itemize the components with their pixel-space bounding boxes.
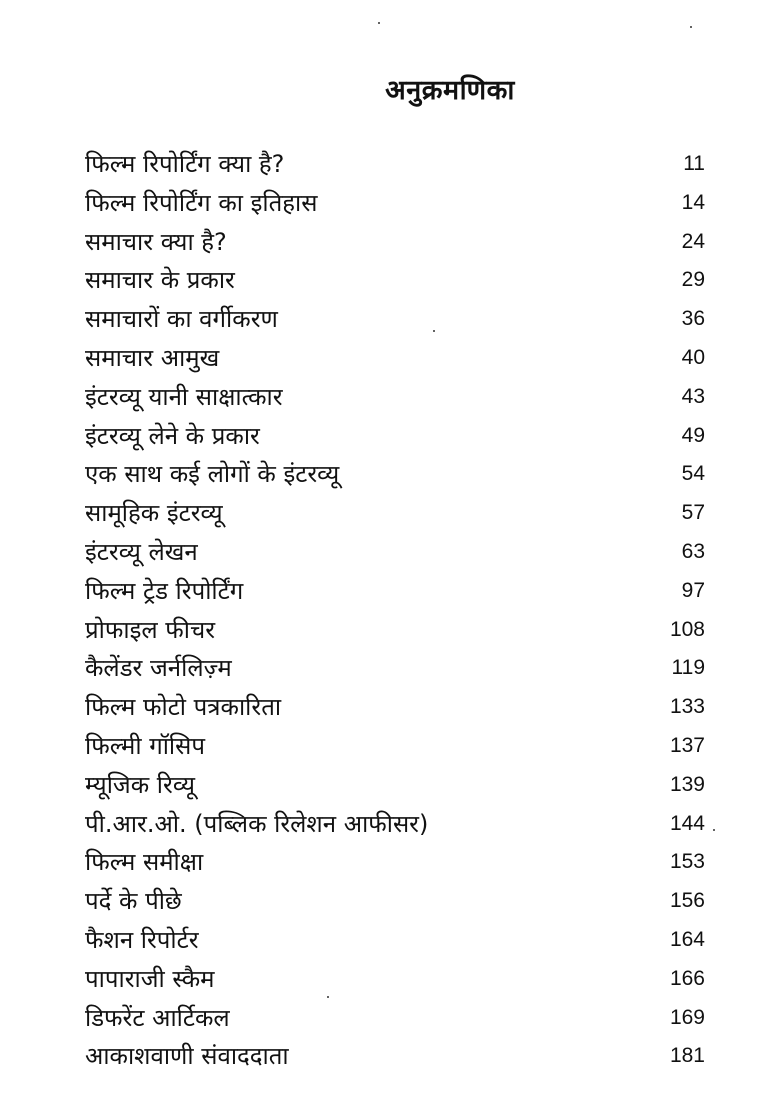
toc-entry-page: 36 bbox=[681, 307, 705, 331]
toc-row bbox=[85, 261, 705, 300]
toc-row bbox=[85, 921, 705, 960]
toc-entry-page: 43 bbox=[681, 384, 705, 408]
toc-entry-title: इंटरव्यू लेने के प्रकार bbox=[85, 421, 260, 450]
toc-entry-page: 139 bbox=[669, 772, 705, 796]
toc-entry-title: फिल्म समीक्षा bbox=[85, 848, 204, 877]
toc-entry-page: 164 bbox=[669, 927, 705, 951]
toc-entry-page: 97 bbox=[681, 578, 705, 602]
scan-speck bbox=[327, 996, 329, 998]
toc-entry-page: 137 bbox=[669, 733, 705, 757]
scan-speck bbox=[433, 330, 435, 332]
toc-row bbox=[85, 339, 705, 378]
toc-entry-title: फैशन रिपोर्टर bbox=[85, 925, 199, 954]
toc-entry-page: 144 bbox=[669, 811, 705, 835]
toc-entry-page: 49 bbox=[681, 423, 705, 447]
toc-row bbox=[85, 611, 705, 650]
toc-row bbox=[85, 184, 705, 223]
scan-speck bbox=[690, 26, 692, 28]
toc-entry-title: कैलेंडर जर्नलिज़्म bbox=[85, 654, 232, 683]
toc-entry-page: 119 bbox=[671, 656, 705, 680]
toc-entry-page: 63 bbox=[681, 539, 705, 563]
scan-speck bbox=[713, 829, 715, 831]
toc-entry-page: 11 bbox=[683, 152, 705, 175]
toc-entry-title: फिल्म फोटो पत्रकारिता bbox=[85, 693, 282, 722]
toc-entry-page: 169 bbox=[669, 1005, 705, 1029]
toc-entry-page: 156 bbox=[669, 889, 705, 913]
table-of-contents bbox=[85, 145, 705, 1076]
toc-entry-title: फिल्म रिपोर्टिंग का इतिहास bbox=[85, 188, 318, 217]
toc-row bbox=[85, 417, 705, 456]
toc-entry-page: 24 bbox=[681, 229, 705, 253]
toc-entry-title: डिफरेंट आर्टिकल bbox=[85, 1003, 230, 1032]
toc-entry-title: पापाराजी स्कैम bbox=[85, 964, 215, 993]
toc-row bbox=[85, 223, 705, 262]
toc-entry-page: 40 bbox=[681, 345, 705, 369]
toc-row bbox=[85, 455, 705, 494]
toc-entry-page: 166 bbox=[669, 966, 705, 990]
toc-row bbox=[85, 843, 705, 882]
toc-row bbox=[85, 766, 705, 805]
toc-row bbox=[85, 572, 705, 611]
toc-entry-page: 133 bbox=[669, 695, 705, 719]
toc-row bbox=[85, 300, 705, 339]
toc-entry-title: इंटरव्यू यानी साक्षात्कार bbox=[85, 382, 283, 411]
toc-row bbox=[85, 882, 705, 921]
toc-entry-page: 57 bbox=[681, 501, 705, 525]
toc-entry-page: 181 bbox=[669, 1044, 705, 1068]
toc-entry-title: आकाशवाणी संवाददाता bbox=[85, 1042, 289, 1071]
toc-entry-title: समाचारों का वर्गीकरण bbox=[85, 305, 278, 334]
toc-entry-page: 14 bbox=[681, 190, 705, 214]
toc-row bbox=[85, 494, 705, 533]
page-title: अनुक्रमणिका bbox=[385, 75, 515, 106]
toc-row bbox=[85, 533, 705, 572]
toc-entry-title: म्यूजिक रिव्यू bbox=[85, 770, 195, 799]
toc-row bbox=[85, 649, 705, 688]
toc-row bbox=[85, 688, 705, 727]
toc-entry-title: पी.आर.ओ. (पब्लिक रिलेशन आफीसर) bbox=[85, 809, 429, 838]
toc-entry-page: 29 bbox=[681, 268, 705, 292]
toc-entry-title: एक साथ कई लोगों के इंटरव्यू bbox=[85, 460, 340, 489]
toc-entry-page: 153 bbox=[669, 850, 705, 874]
toc-entry-title: समाचार आमुख bbox=[85, 343, 220, 372]
toc-entry-title: फिल्म ट्रेड रिपोर्टिंग bbox=[85, 576, 244, 605]
toc-entry-title: सामूहिक इंटरव्यू bbox=[85, 499, 223, 528]
scan-speck bbox=[378, 22, 380, 24]
toc-row bbox=[85, 999, 705, 1038]
toc-row bbox=[85, 145, 705, 184]
toc-entry-title: समाचार क्या है? bbox=[85, 227, 227, 256]
toc-entry-title: फिल्म रिपोर्टिंग क्या है? bbox=[85, 150, 285, 178]
toc-row bbox=[85, 1037, 705, 1076]
toc-row bbox=[85, 378, 705, 417]
toc-entry-page: 108 bbox=[669, 617, 705, 641]
toc-entry-title: पर्दे के पीछे bbox=[85, 887, 182, 916]
toc-entry-page: 54 bbox=[681, 462, 705, 486]
toc-row bbox=[85, 805, 705, 844]
toc-entry-title: फिल्मी गॉसिप bbox=[85, 731, 205, 760]
toc-entry-title: प्रोफाइल फीचर bbox=[85, 615, 216, 644]
toc-entry-title: समाचार के प्रकार bbox=[85, 266, 235, 295]
toc-entry-title: इंटरव्यू लेखन bbox=[85, 537, 198, 566]
toc-row bbox=[85, 960, 705, 999]
toc-row bbox=[85, 727, 705, 766]
